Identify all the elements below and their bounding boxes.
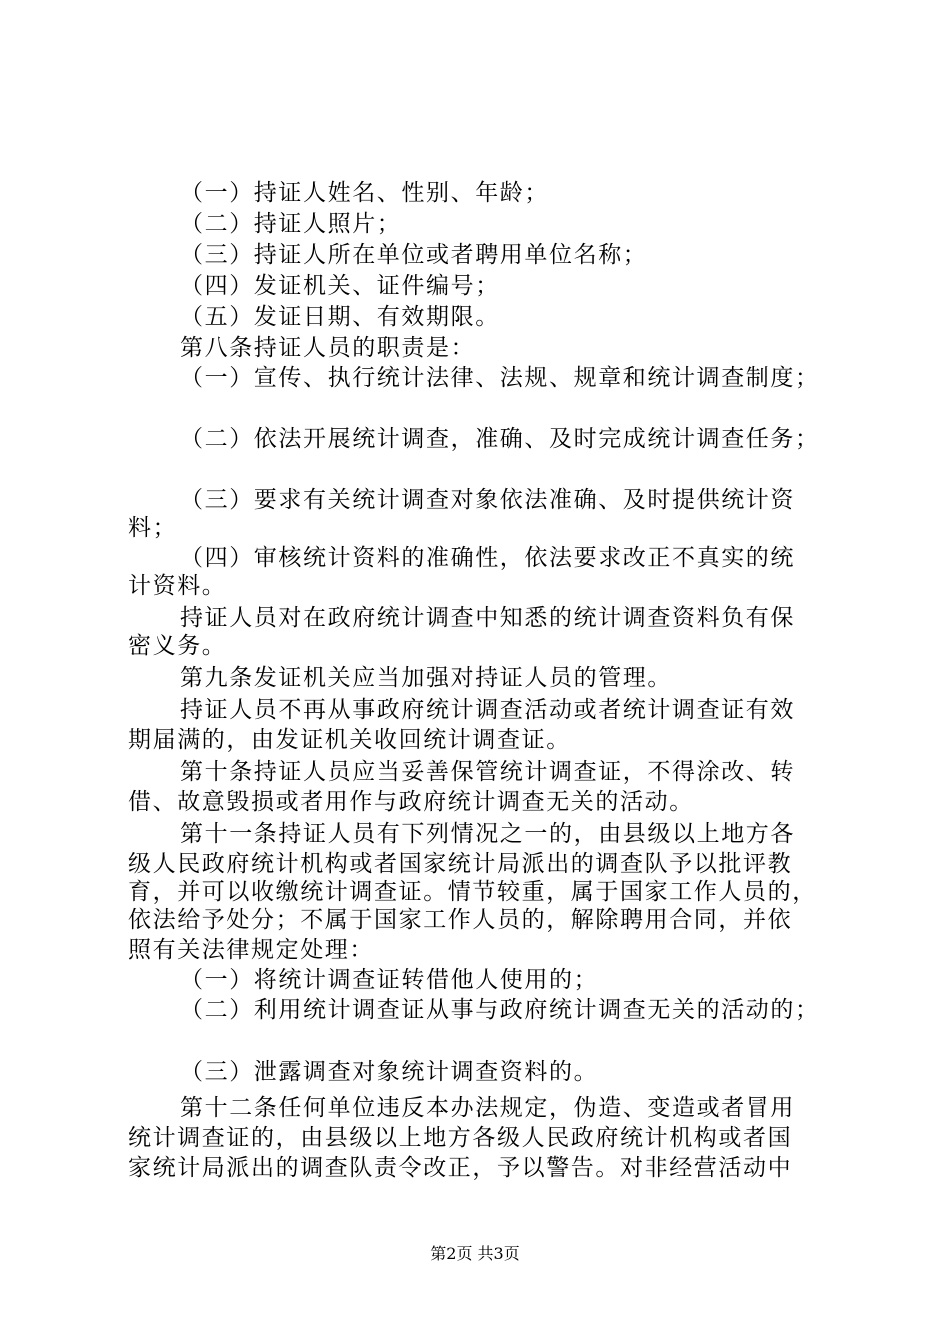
paragraph-line: 家统计局派出的调查队责令改正，予以警告。对非经营活动中 (128, 1155, 793, 1181)
paragraph-line: 照有关法律规定处理： (128, 937, 374, 963)
paragraph-line: 统计调查证的，由县级以上地方各级人民政府统计机构或者国 (128, 1125, 793, 1151)
paragraph-line: 第十二条任何单位违反本办法规定，伪造、变造或者冒用 (180, 1095, 795, 1121)
paragraph-line: （四）发证机关、证件编号； (180, 273, 500, 299)
paragraph-line: 第十条持证人员应当妥善保管统计调查证，不得涂改、转 (180, 759, 795, 785)
paragraph-line: （二）依法开展统计调查，准确、及时完成统计调查任务； (180, 426, 820, 452)
paragraph-line: 级人民政府统计机构或者国家统计局派出的调查队予以批评教 (128, 851, 793, 877)
paragraph-line: 第八条持证人员的职责是： (180, 335, 476, 361)
paragraph-line: 料； (128, 515, 178, 541)
page-number: 第2页 共3页 (430, 1244, 520, 1263)
paragraph-line: （四）审核统计资料的准确性，依法要求改正不真实的统 (180, 545, 795, 571)
paragraph-line: （三）持证人所在单位或者聘用单位名称； (180, 242, 648, 268)
paragraph-line: （二）持证人照片； (180, 211, 402, 237)
paragraph-line: 持证人员对在政府统计调查中知悉的统计调查资料负有保 (180, 605, 795, 631)
paragraph-line: 第十一条持证人员有下列情况之一的，由县级以上地方各 (180, 821, 795, 847)
paragraph-line: 计资料。 (128, 573, 227, 599)
paragraph-line: 第九条发证机关应当加强对持证人员的管理。 (180, 665, 672, 691)
paragraph-line: 育，并可以收缴统计调查证。情节较重，属于国家工作人员的， (128, 879, 817, 905)
paragraph-line: （一）将统计调查证转借他人使用的； (180, 967, 599, 993)
paragraph-line: 期届满的，由发证机关收回统计调查证。 (128, 727, 571, 753)
paragraph-line: 借、故意毁损或者用作与政府统计调查无关的活动。 (128, 789, 694, 815)
paragraph-line: 持证人员不再从事政府统计调查活动或者统计调查证有效 (180, 697, 795, 723)
paragraph-line: （二）利用统计调查证从事与政府统计调查无关的活动的； (180, 997, 820, 1023)
paragraph-line: 依法给予处分；不属于国家工作人员的，解除聘用合同，并依 (128, 907, 793, 933)
paragraph-line: 密义务。 (128, 633, 227, 659)
paragraph-line: （五）发证日期、有效期限。 (180, 304, 500, 330)
paragraph-line: （一）宣传、执行统计法律、法规、规章和统计调查制度； (180, 365, 820, 391)
paragraph-line: （三）要求有关统计调查对象依法准确、及时提供统计资 (180, 487, 795, 513)
paragraph-line: （三）泄露调查对象统计调查资料的。 (180, 1059, 599, 1085)
paragraph-line: （一）持证人姓名、性别、年龄； (180, 180, 549, 206)
